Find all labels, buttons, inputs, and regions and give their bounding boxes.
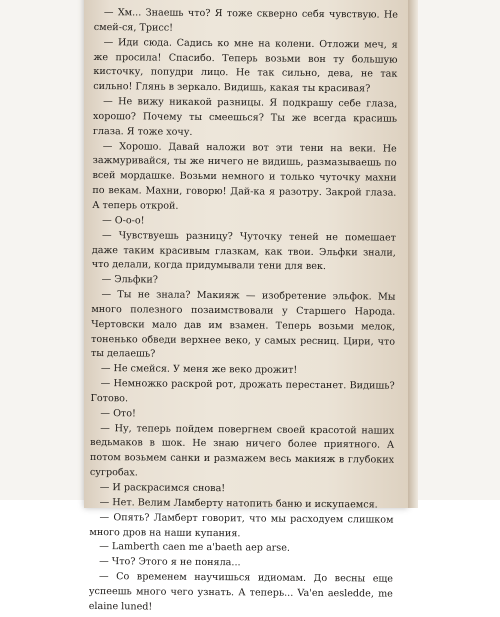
paragraph: — Нет. Велим Ламберту натопить баню и искупаемся. — [99, 496, 378, 511]
paragraph: — Опять? Ламберт говорит, что мы расходуем слишком много дров на наши купания. — [89, 511, 394, 539]
paragraph: — Чувствуешь разницу? Чуточку теней не помешает даже таким красивым глазкам, как твои. Эльфки знали, что делали, когда придумывали тени для век. — [91, 229, 397, 273]
paragraph: — Немножко раскрой рот, дрожать перестанет. Видишь? Готово. — [90, 378, 395, 405]
paragraph: — Хм... Знаешь что? Я тоже скверно себя чувствую. Не смей-ся, Трисс! — [93, 7, 398, 34]
paragraph: — Хорошо. Давай наложи вот эти тени на веки. Не зажмуривайся, ты же ничего не видишь, размазываешь по всей мордашке. Возьми немного и только чуточку махни по векам. Махни, говорю! Дай-ка я разотру. Закрой глаза. А теперь открой. — [92, 140, 397, 212]
paragraph: — Ото! — [100, 407, 136, 420]
paragraph: — И раскрасимся снова! — [99, 482, 226, 495]
paragraph: — Со временем научишься идиомам. До весны еще успеешь много чего узнать. А теперь... Va'en aesledde, me elaine luned! — [88, 571, 394, 613]
book-page — [84, 0, 408, 613]
paragraph: — Не вижу никакой разницы. Я подкрашу себе глаза, хорошо? Почему ты смеешься? Ты же всегда красишь глаза. Я тоже хочу. — [92, 96, 398, 138]
paragraph: — Не смейся. У меня же веко дрожит! — [100, 363, 298, 377]
paragraph: — Эльфки? — [101, 274, 159, 286]
paragraph: — Lamberth caen me a'baeth aep arse. — [99, 541, 290, 555]
paragraph: — Ну, теперь пойдем повергнем своей красотой наших ведьмаков в шок. Не знаю ничего более приятного. А потом возьмем санки и размажем весь макияж в глубоких сугробах. — [89, 422, 395, 479]
paragraph: — Иди сюда. Садись ко мне на колени. Отложи меч, я же просила! Спасибо. Теперь возьми вон ту большую кисточку, попудри лицо. Не так сильно, дева, не так сильно! Глянь в зеркало. Видишь, какая ты красивая? — [93, 36, 398, 95]
page-text — [89, 6, 398, 617]
paragraph: — Ты не знала? Макияж — изобретение эльфок. Мы много полезного позаимствовали у Старшего Народа. Чертовски мало дав им взамен. Теперь возьми мелок, тоненько обведи верхнее веко, у самых ресниц. Цири, что ты делаешь? — [90, 289, 396, 360]
paragraph: — Что? Этого я не поняла... — [99, 556, 241, 569]
paragraph: — О-о-о! — [102, 214, 145, 227]
